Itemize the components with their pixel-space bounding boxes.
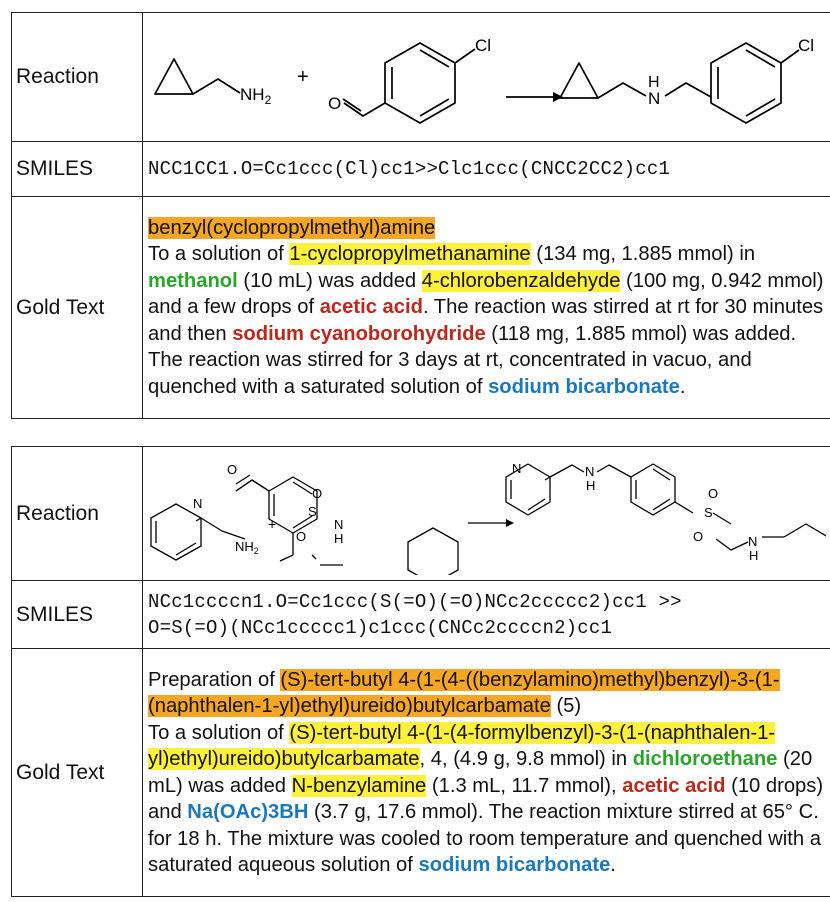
atom-n: N xyxy=(648,89,661,108)
reaction-table-2 xyxy=(11,446,830,897)
solvent-mention: dichloroethane xyxy=(632,748,778,770)
smiles-line-1: NCc1ccccn1.O=Cc1ccc(S(=O)(=O)NCc2ccccc2)cc1 >> xyxy=(148,590,682,613)
product-highlight: benzyl(cyclopropylmethyl)amine xyxy=(148,216,436,239)
atom-o: O xyxy=(328,94,342,113)
reaction-scheme-cell xyxy=(143,447,830,581)
atom-cl-product: Cl xyxy=(798,36,815,55)
atom-h: H xyxy=(749,548,759,563)
solvent-mention: methanol xyxy=(148,269,238,292)
atom-n: N xyxy=(748,534,758,549)
atom-h: H xyxy=(334,531,344,546)
atom-o: O xyxy=(227,462,238,477)
atom-n: N xyxy=(512,461,522,476)
smiles-string: NCC1CC1.O=Cc1ccc(Cl)cc1>>Clc1ccc(CNCC2CC2)cc1 xyxy=(143,142,830,197)
reaction-scheme-cell xyxy=(143,13,830,142)
plus-sign: + xyxy=(297,66,309,88)
atom-n: N xyxy=(334,517,344,532)
reaction-table-1 xyxy=(11,12,830,419)
product-highlight: (S)-tert-butyl 4-(1-(4-((benzylamino)methyl)benzyl)-3-(1-(naphthalen-1-yl)ethyl)ureido)butylcarbamate xyxy=(148,668,780,717)
workup-mention: sodium bicarbonate xyxy=(418,854,611,876)
gold-text-paragraph: Preparation of (S)-tert-butyl 4-(1-(4-((benzylamino)methyl)benzyl)-3-(1-(naphthalen-1-yl)ethyl)ureido)butylcarbamate (5) To a solution of (S)-tert-butyl 4-(1-(4-formylbenzyl)-3-(1-(naphthalen-1-yl)ethyl)ureido)butylcarbamate, 4, (4.9 g, 9.8 mmol) in dichloroethane (20 mL) was added N-benzylamine (1.3 mL, 11.7 mmol), acetic acid (10 drops) and Na(OAc)3BH (3.7 g, 17.6 mmol). The reaction mixture stirred at 65° C. for 18 h. The mixture was cooled to room temperature and quenched with a saturated aqueous solution of sodium bicarbonate. xyxy=(143,649,830,897)
workup-mention: sodium bicarbonate xyxy=(488,375,680,398)
atom-o: O xyxy=(312,486,323,501)
catalyst-mention: acetic acid xyxy=(622,774,726,797)
atom-o: O xyxy=(693,529,704,544)
atom-h: H xyxy=(586,478,596,493)
reactant-highlight: N-benzylamine xyxy=(291,774,427,797)
row-label-smiles: SMILES xyxy=(12,581,143,649)
smiles-string xyxy=(143,581,830,649)
plus-sign: + xyxy=(268,516,277,532)
reaction-scheme-1 xyxy=(148,13,826,136)
row-label-smiles: SMILES xyxy=(12,142,143,197)
gold-text-paragraph: benzyl(cyclopropylmethyl)amine To a solution of 1-cyclopropylmethanamine (134 mg, 1.885 mmol) in methanol (10 mL) was added 4-chlorobenzaldehyde (100 mg, 0.942 mmol) and a few drops of acetic acid. The reaction was stirred at rt for 30 minutes and then sodium cyanoborohydride (118 mg, 1.885 mmol) was added. The reaction was stirred for 3 days at rt, concentrated in vacuo, and quenched with a saturated solution of sodium bicarbonate. xyxy=(143,197,830,419)
catalyst-mention: acetic acid xyxy=(319,296,423,319)
atom-s: S xyxy=(308,504,317,519)
row-label-reaction: Reaction xyxy=(12,13,143,142)
row-label-gold-text: Gold Text xyxy=(12,649,143,897)
atom-o: O xyxy=(708,486,719,501)
atom-s: S xyxy=(704,505,713,520)
reactant-highlight: 1-cyclopropylmethanamine xyxy=(289,243,531,266)
atom-cl: Cl xyxy=(475,36,492,55)
reactant-highlight: (S)-tert-butyl 4-(1-(4-formylbenzyl)-3-(1-(naphthalen-1-yl)ethyl)ureido)butylcarbamate xyxy=(148,721,776,770)
reagent-mention: Na(OAc)3BH xyxy=(187,801,309,823)
atom-n: N xyxy=(585,464,595,479)
atom-o: O xyxy=(296,529,307,544)
atom-nh2: $NH_2$ xyxy=(240,85,272,107)
row-label-gold-text: Gold Text xyxy=(12,197,143,419)
smiles-line-2: O=S(=O)(NCc1ccccc1)c1ccc(CNCc2ccccn2)cc1 xyxy=(148,616,613,639)
reactant-highlight: 4-chlorobenzaldehyde xyxy=(421,269,621,292)
reaction-scheme-2 xyxy=(148,447,826,575)
reagent-mention: sodium cyanoborohydride xyxy=(232,322,486,345)
row-label-reaction: Reaction xyxy=(12,447,143,581)
atom-nh2: $NH_2$ xyxy=(235,539,259,556)
atom-n: N xyxy=(193,496,203,511)
atom-h: H xyxy=(648,74,660,91)
